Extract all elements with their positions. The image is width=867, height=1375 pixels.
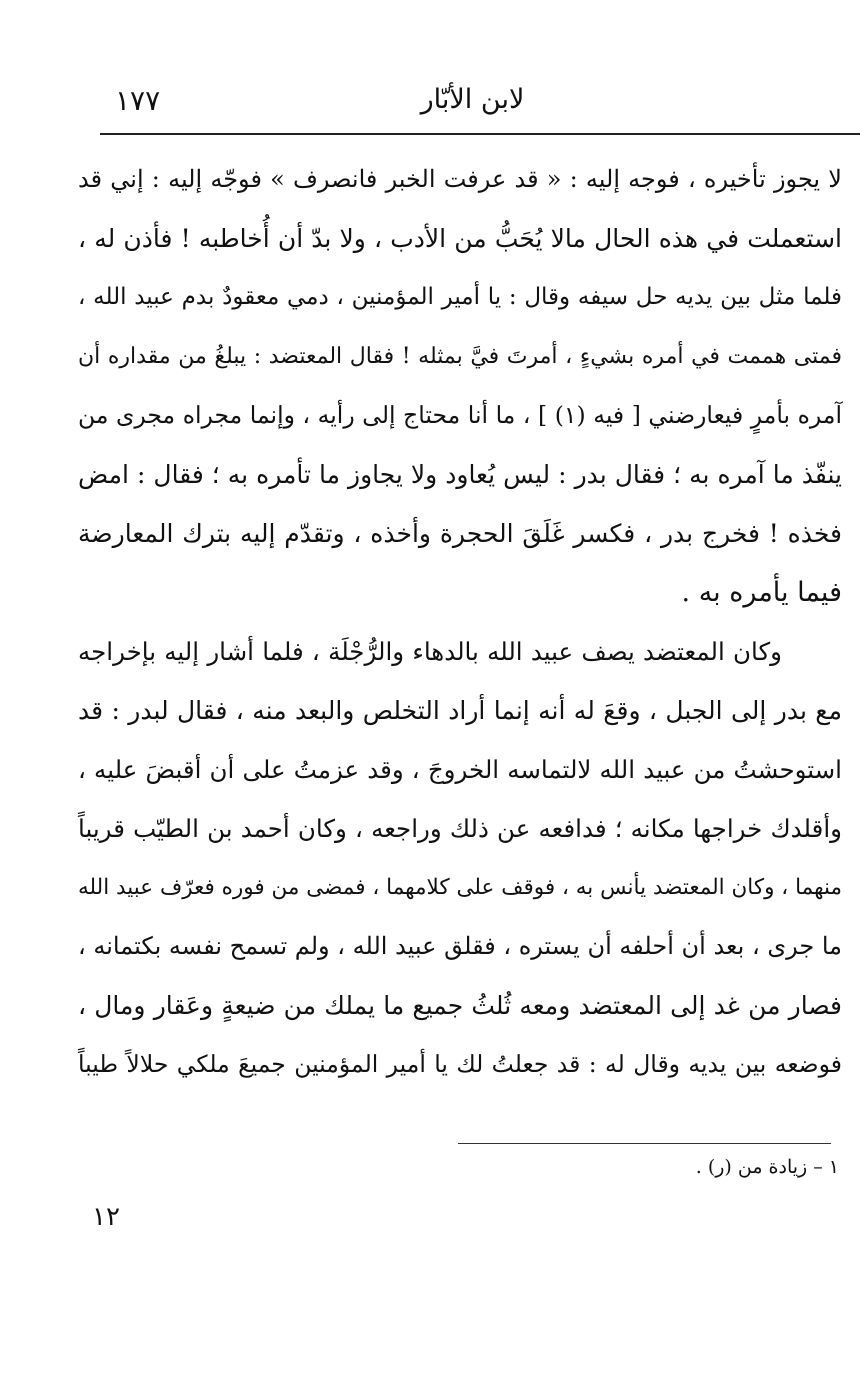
header-rule: [100, 133, 860, 135]
text-line: ينفّذ ما آمره به ؛ فقال بدر : ليس يُعاود ولا يجاوز ما تأمره به ؛ فقال : امض: [78, 460, 842, 489]
text-line: فمتى هممت في أمره بشيءٍ ، أمرتَ فيَّ بمثله ! فقال المعتضد : يبلغُ من مقداره أن: [78, 344, 842, 369]
main-text: [78, 150, 842, 1094]
text-line: منهما ، وكان المعتضد يأنس به ، فوقف على كلامهما ، فمضى من فوره فعرّف عبيد الله: [78, 875, 842, 900]
text-line: فخذه ! فخرج بدر ، فكسر غَلَقَ الحجرة وأخذه ، وتقدّم إليه بترك المعارضة: [78, 519, 842, 548]
text-line: مع بدر إلى الجبل ، وقعَ له أنه إنما أراد التخلص والبعد منه ، فقال لبدر : قد: [78, 696, 842, 725]
running-title: لابن الأبّار: [420, 84, 525, 115]
signature-mark: ١٢: [92, 1202, 120, 1232]
text-line: فلما مثل بين يديه حل سيفه وقال : يا أمير المؤمنين ، دمي معقودٌ بدم عبيد الله ،: [78, 284, 843, 310]
text-line: لا يجوز تأخيره ، فوجه إليه : « قد عرفت الخبر فانصرف » فوجّه إليه : إني قد: [78, 165, 842, 193]
footnote: ١ – زيادة من (ر) .: [695, 1156, 839, 1178]
page-header: [115, 82, 830, 122]
text-line: استوحشتُ من عبيد الله لالتماسه الخروجَ ، وقد عزمتُ على أن أقبضَ عليه ،: [78, 755, 842, 784]
text-line: استعملت في هذه الحال مالا يُحَبُّ من الأدب ، ولا بدّ أن أُخاطبه ! فأذن له ،: [78, 224, 842, 253]
text-line: فيما يأمره به .: [681, 577, 842, 608]
text-line: ما جرى ، بعد أن أحلفه أن يستره ، فقلق عبيد الله ، ولم تسمح نفسه بكتمانه ،: [78, 932, 842, 960]
text-line: آمره بأمرٍ فيعارضني [ فيه (١) ] ، ما أنا محتاج إلى رأيه ، وإنما مجراه مجرى من: [78, 401, 842, 429]
page-number: ١٧٧: [115, 84, 161, 117]
footnote-rule: [458, 1143, 831, 1144]
text-line: وكان المعتضد يصف عبيد الله بالدهاء والرُّجْلَة ، فلما أشار إليه بإخراجه: [78, 637, 782, 666]
text-line: وأقلدك خراجها مكانه ؛ فدافعه عن ذلك وراجعه ، وكان أحمد بن الطيّب قريباً: [78, 814, 842, 843]
text-line: فصار من غد إلى المعتضد ومعه ثُلثُ جميع ما يملك من ضيعةٍ وعَقار ومال ،: [78, 991, 842, 1020]
text-line: فوضعه بين يديه وقال له : قد جعلتُ لك يا أمير المؤمنين جميعَ ملكي حلالاً طيباً: [78, 1050, 842, 1078]
